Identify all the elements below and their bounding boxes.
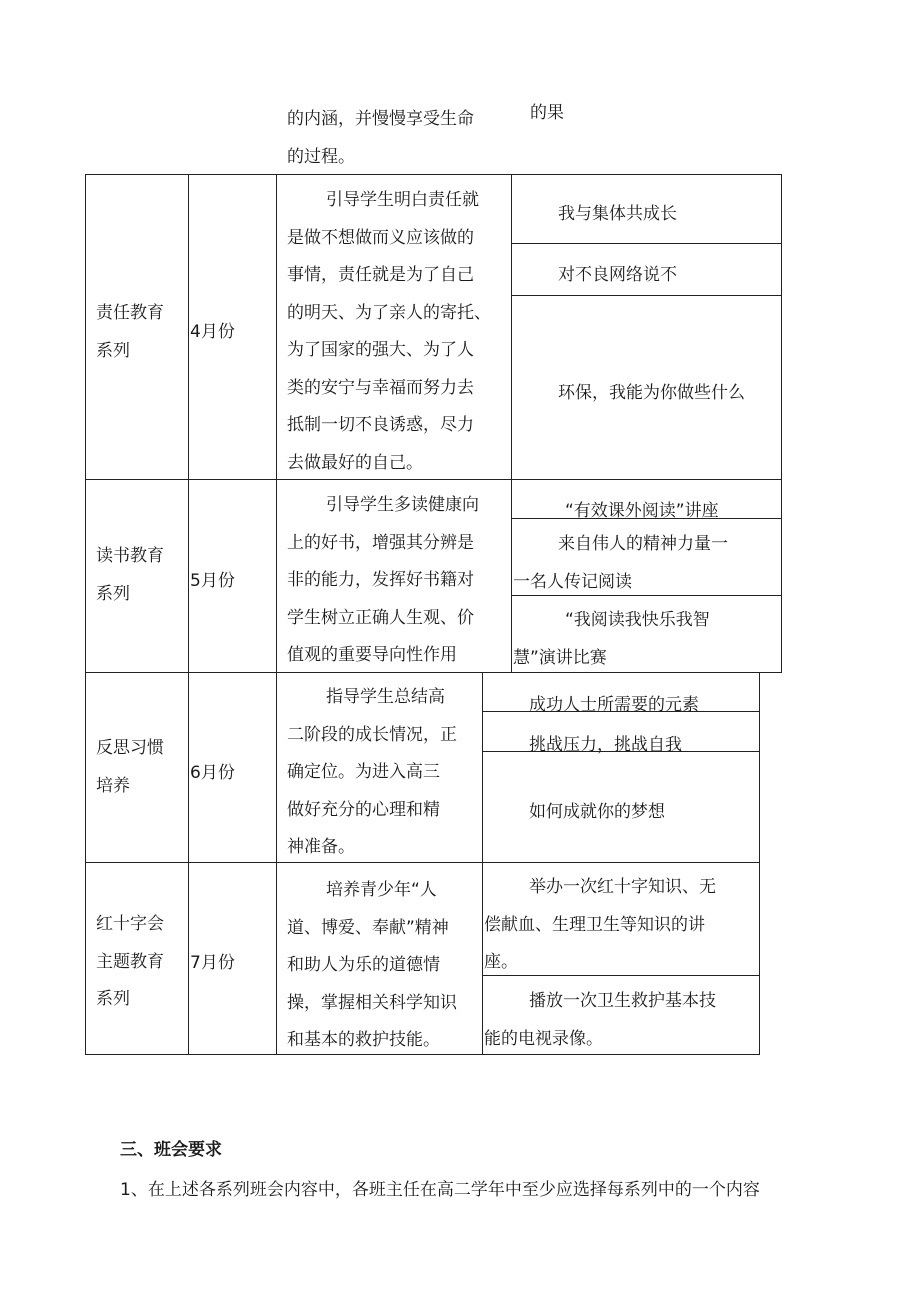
text-line: 是做不想做而义应该做的 bbox=[287, 227, 474, 248]
carryover-purpose bbox=[287, 101, 474, 176]
activity-item: 成功人士所需要的元素 bbox=[529, 695, 699, 715]
activity-item bbox=[513, 526, 728, 601]
activity-item: 如何成就你的梦想 bbox=[529, 802, 665, 822]
series-cell bbox=[96, 295, 164, 370]
text-line: 的明天、为了亲人的寄托、 bbox=[287, 302, 491, 323]
text-line: 座。 bbox=[484, 952, 518, 972]
text-line: 学生树立正确人生观、价 bbox=[287, 607, 474, 628]
series-name: 系列 bbox=[96, 340, 130, 361]
text-line: 偿献血、生理卫生等知识的讲 bbox=[484, 914, 705, 935]
series-cell bbox=[96, 538, 164, 613]
text-line: 的过程。 bbox=[287, 146, 355, 167]
text-line: 举办一次红十字知识、无 bbox=[529, 877, 716, 897]
text-line: 非的能力，发挥好书籍对 bbox=[287, 570, 474, 590]
activity-item: 对不良网络说不 bbox=[558, 265, 677, 285]
text-line: 类的安宁与幸福而努力去 bbox=[287, 377, 474, 398]
text-line: 神准备。 bbox=[287, 837, 355, 857]
text-line: “我阅读我快乐我智 bbox=[565, 610, 710, 630]
series-name: 读书教育 bbox=[96, 546, 164, 566]
text-line: 确定位。为进入高三 bbox=[287, 762, 440, 782]
text-line: 为了国家的强大、为了人 bbox=[287, 340, 474, 360]
activity-item: 环保，我能为你做些什么 bbox=[558, 383, 745, 403]
series-name: 主题教育 bbox=[96, 951, 164, 972]
series-name: 责任教育 bbox=[96, 303, 164, 323]
purpose-cell bbox=[287, 182, 491, 482]
series-name: 红十字会 bbox=[96, 914, 164, 934]
series-name: 系列 bbox=[96, 583, 130, 604]
text-line: 慧”演讲比赛 bbox=[513, 647, 607, 668]
text-line: 上的好书，增强其分辨是 bbox=[287, 532, 474, 553]
text-line: 和助人为乐的道德情 bbox=[287, 955, 440, 975]
series-cell bbox=[96, 906, 164, 1019]
month-cell: 5月份 bbox=[190, 571, 235, 591]
series-name: 培养 bbox=[96, 775, 130, 796]
text-line: 来自伟人的精神力量一 bbox=[558, 534, 728, 554]
carryover-activity: 的果 bbox=[530, 103, 564, 123]
text-line: 事情，责任就是为了自己 bbox=[287, 265, 474, 285]
text-line: 引导学生明白责任就 bbox=[326, 190, 479, 210]
text-line: 指导学生总结高 bbox=[326, 687, 445, 707]
month-cell: 6月份 bbox=[190, 763, 235, 783]
text-line: 值观的重要导向性作用 bbox=[287, 645, 457, 665]
purpose-cell bbox=[287, 872, 457, 1060]
activity-item: “有效课外阅读”讲座 bbox=[565, 501, 719, 521]
activity-item: 挑战压力，挑战自我 bbox=[529, 735, 682, 755]
activity-item bbox=[484, 983, 716, 1058]
text-line: 操，掌握相关科学知识 bbox=[287, 992, 457, 1013]
text-line: 能的电视录像。 bbox=[484, 1028, 603, 1049]
text-line: 去做最好的自己。 bbox=[287, 452, 423, 473]
section-paragraph: 1、在上述各系列班会内容中，各班主任在高二学年中至少应选择每系列中的一个内容 bbox=[120, 1180, 760, 1200]
activity-item bbox=[484, 869, 716, 982]
purpose-cell bbox=[287, 487, 479, 675]
section-heading: 三、班会要求 bbox=[120, 1140, 222, 1160]
text-line: 和基本的救护技能。 bbox=[287, 1030, 440, 1050]
series-cell bbox=[96, 730, 164, 805]
text-line: 抵制一切不良诱惑，尽力 bbox=[287, 415, 474, 435]
text-line: 播放一次卫生救护基本技 bbox=[529, 991, 716, 1011]
month-cell: 4月份 bbox=[190, 322, 235, 342]
text-line: 做好充分的心理和精 bbox=[287, 799, 440, 820]
text-line: 的内涵，并慢慢享受生命 bbox=[287, 109, 474, 129]
purpose-cell bbox=[287, 679, 457, 867]
text-line: 一名人传记阅读 bbox=[513, 571, 632, 592]
month-cell: 7月份 bbox=[190, 953, 235, 973]
text-line: 培养青少年“人 bbox=[326, 880, 437, 900]
text-line: 道、博爱、奉献”精神 bbox=[287, 917, 449, 938]
activity-item: 我与集体共成长 bbox=[558, 204, 677, 224]
text-line: 引导学生多读健康向 bbox=[326, 495, 479, 515]
series-name: 系列 bbox=[96, 989, 130, 1009]
text-line: 二阶段的成长情况，正 bbox=[287, 724, 457, 745]
activity-item bbox=[513, 602, 710, 677]
series-name: 反思习惯 bbox=[96, 738, 164, 758]
